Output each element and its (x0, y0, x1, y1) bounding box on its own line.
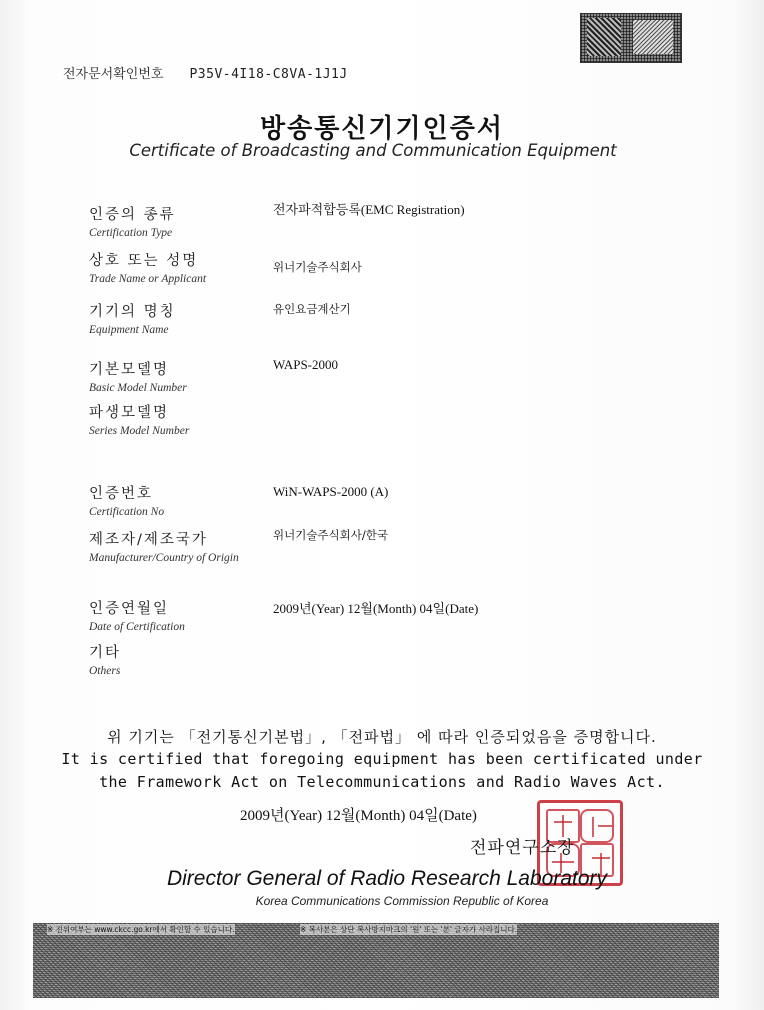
field-label-korean: 제조자/제조국가 (89, 532, 208, 548)
statement-english-line2: the Framework Act on Telecommunications and Radio Waves Act. (99, 773, 665, 791)
field-label-english: Manufacturer/Country of Origin (89, 552, 239, 564)
field-label-english: Basic Model Number (89, 382, 187, 394)
field-value: 위너기술주식회사/한국 (273, 528, 388, 542)
issuer-korean: 전파연구소장 (470, 838, 575, 858)
copy-protection-mark (580, 13, 682, 63)
copy-protection-pattern (587, 18, 621, 56)
field-certification-type (89, 202, 689, 239)
field-label-english: Series Model Number (89, 425, 190, 437)
field-others (89, 643, 689, 677)
field-label-korean: 기타 (89, 645, 122, 661)
document-number (63, 63, 348, 82)
field-label-english: Equipment Name (89, 324, 169, 336)
seal-stroke (592, 817, 594, 837)
field-basic-model (89, 357, 689, 394)
field-certification-no (89, 484, 689, 518)
document-number-value: P35V-4I18-C8VA-1J1J (189, 67, 348, 82)
issue-date: 2009년(Year) 12월(Month) 04일(Date) (240, 808, 477, 824)
seal-stroke (598, 825, 612, 827)
field-trade-name (89, 251, 689, 285)
field-label-english: Others (89, 665, 121, 677)
footer-note-copy: ※ 복사본은 상단 복사방지마크의 '원' 또는 '본' 글자가 사라집니다. (300, 925, 518, 934)
field-value: WAPS-2000 (273, 357, 339, 372)
field-equipment-name (89, 302, 689, 336)
field-label-korean: 인증번호 (89, 486, 154, 502)
field-label-korean: 인증연월일 (89, 601, 170, 617)
field-label-korean: 인증의 종류 (89, 207, 176, 223)
field-value: WiN-WAPS-2000 (A) (273, 484, 389, 499)
statement-korean: 위 기기는 「전기통신기본법」, 「전파법」 에 따라 인증되었음을 증명합니다. (107, 728, 657, 746)
document-number-label: 전자문서확인번호 (63, 67, 164, 82)
field-label-english: Certification Type (89, 227, 173, 239)
field-certification-date (89, 599, 689, 633)
issuer-organization: Korea Communications Commission Republic of Korea (255, 894, 549, 908)
field-value: 전자파적합등록(EMC Registration) (273, 202, 465, 217)
field-label-english: Date of Certification (89, 621, 185, 633)
field-label-english: Trade Name or Applicant (89, 273, 207, 285)
title-korean: 방송통신기기인증서 (259, 114, 505, 144)
field-value: 위너기술주식회사 (273, 260, 362, 274)
field-manufacturer (89, 530, 689, 564)
field-value: 2009년(Year) 12월(Month) 04일(Date) (273, 601, 479, 616)
seal-stroke (552, 861, 574, 863)
footer-note-verification: ※ 진위여부는 www.ckcc.go.kr에서 확인할 수 있습니다. (47, 925, 235, 934)
field-label-korean: 상호 또는 성명 (89, 253, 199, 269)
field-label-korean: 기본모델명 (89, 362, 170, 378)
field-label-korean: 기기의 명칭 (89, 304, 176, 320)
field-label-english: Certification No (89, 506, 165, 518)
field-label-korean: 파생모델명 (89, 405, 170, 421)
statement-english-line1: It is certified that foregoing equipment has been certificated under (61, 750, 703, 768)
title-english: Certificate of Broadcasting and Communication Equipment (129, 141, 617, 160)
copy-protection-pattern-2 (633, 20, 673, 54)
field-series-model (89, 403, 689, 437)
issuer-english: Director General of Radio Research Laboratory (166, 867, 608, 890)
field-value: 유인요금계산기 (273, 302, 351, 316)
